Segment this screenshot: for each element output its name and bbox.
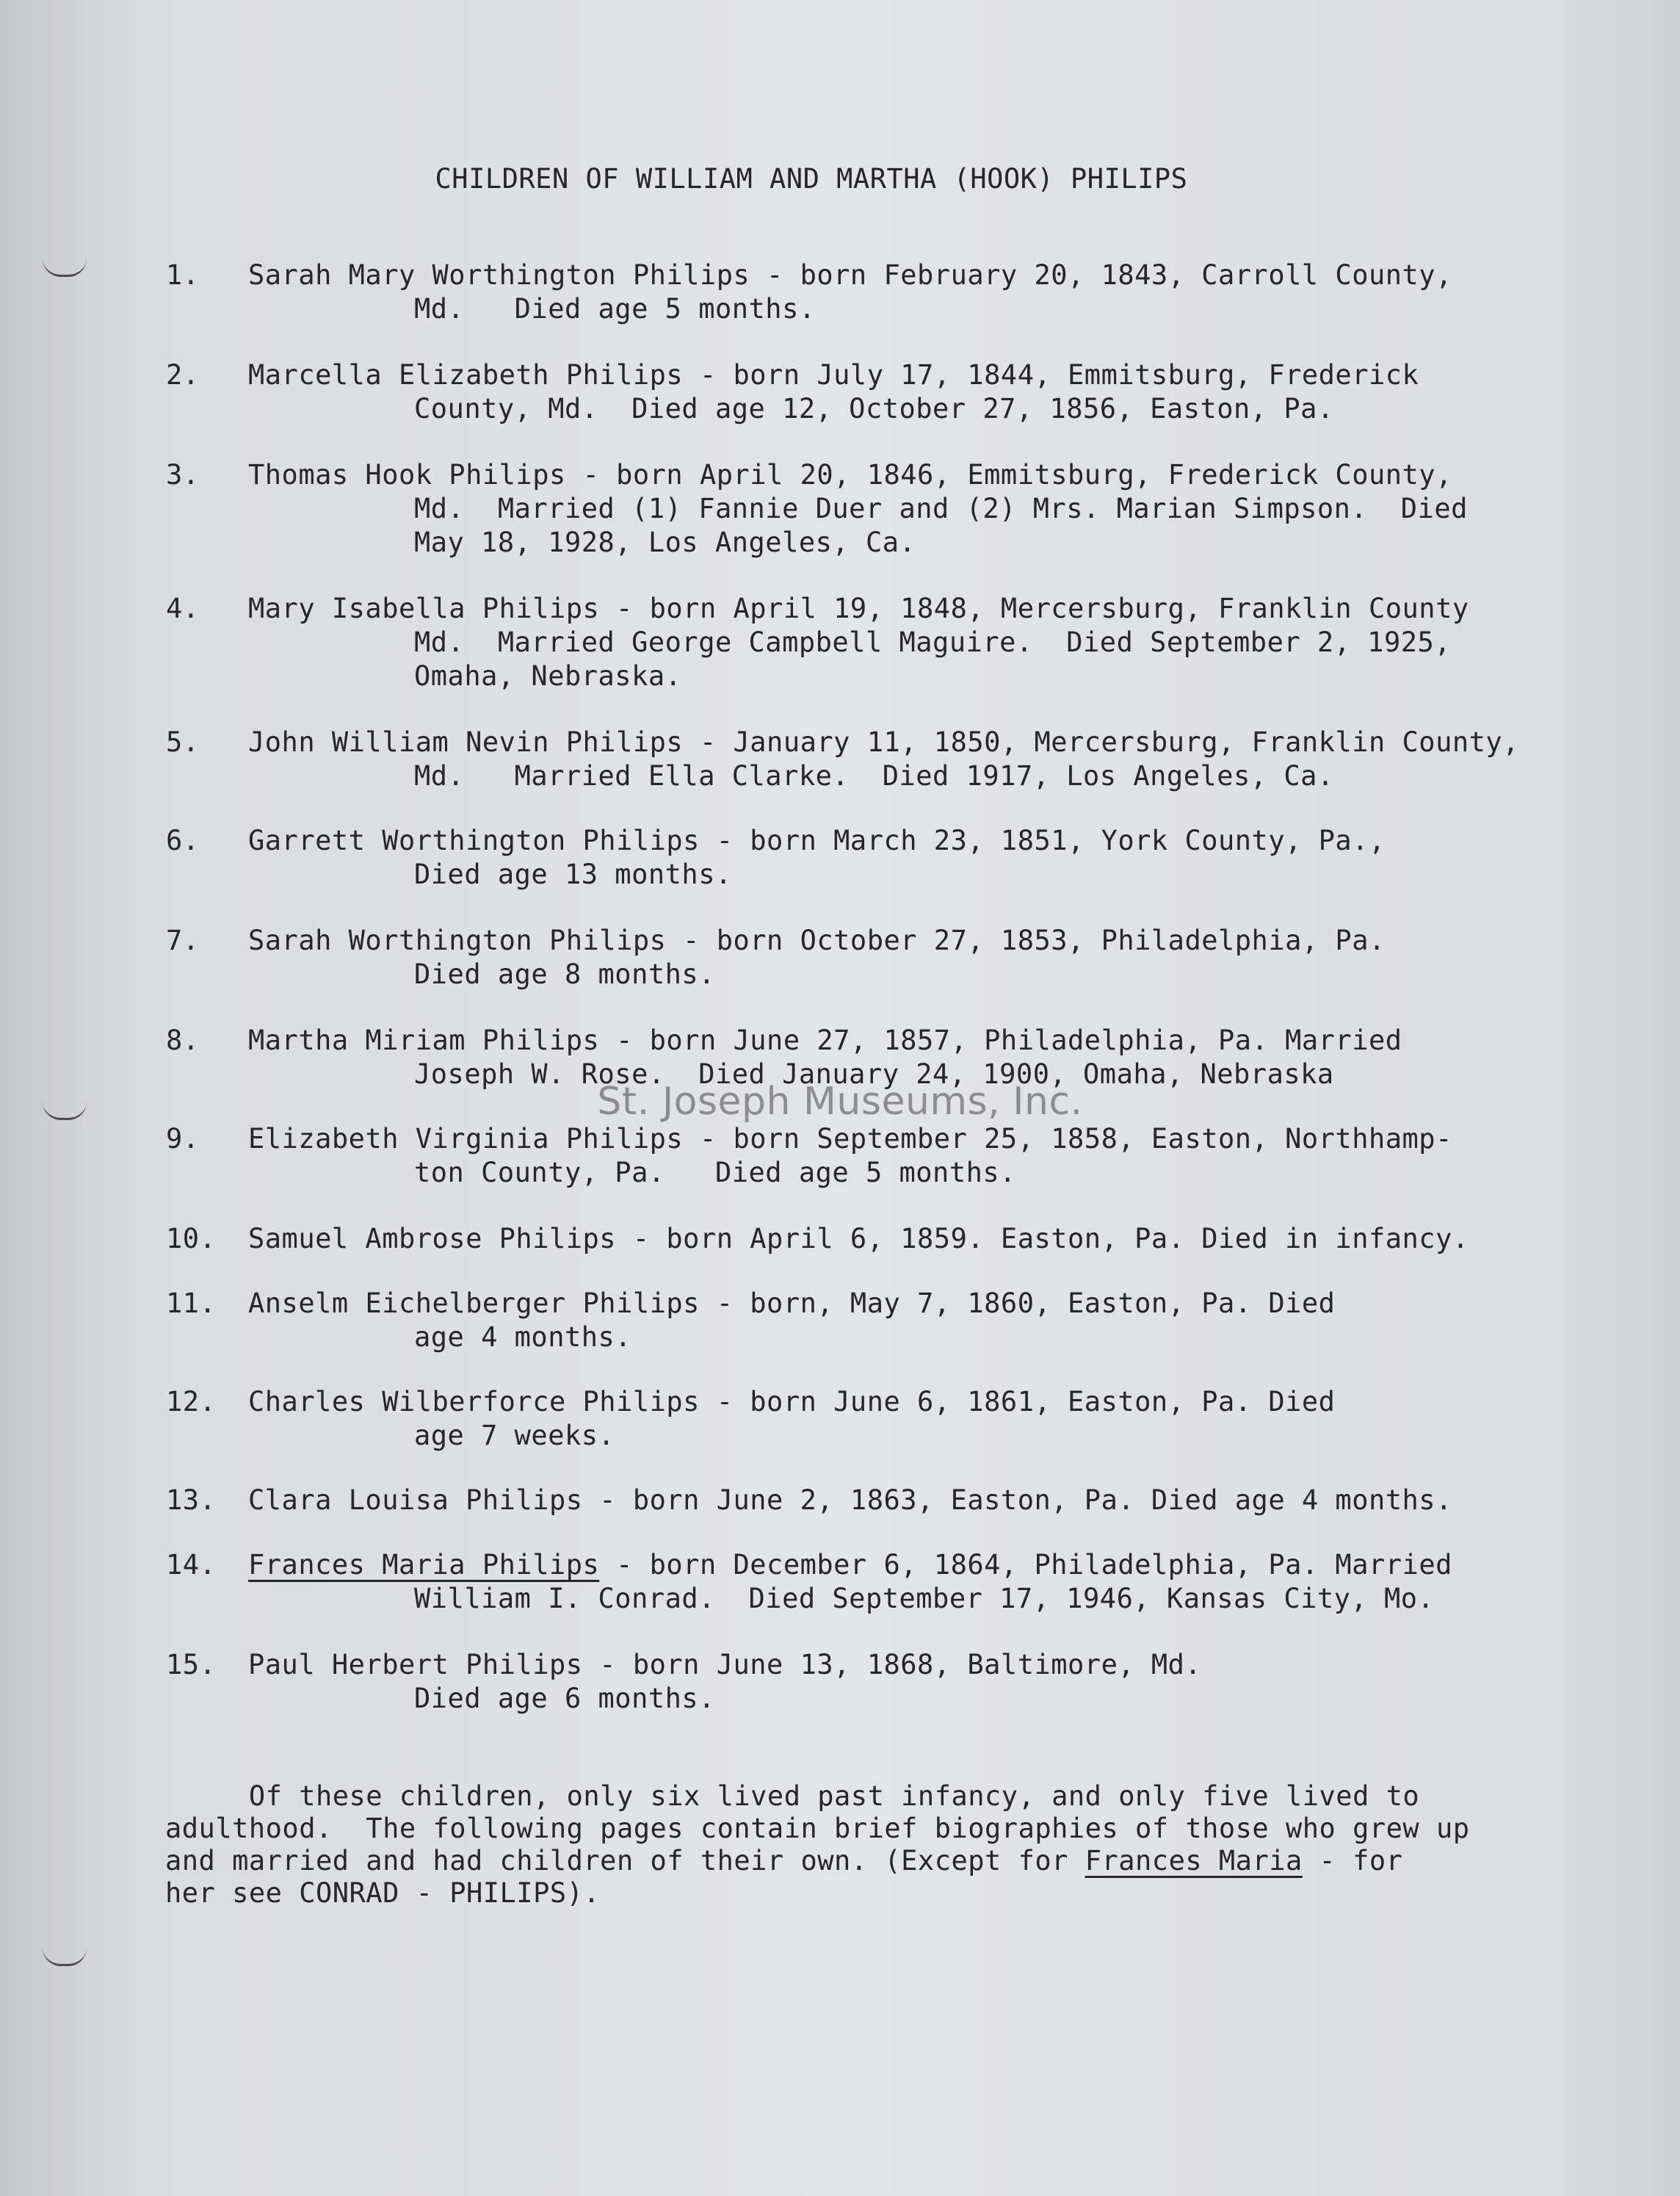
entry-text: Garrett Worthington Philips - born March 23, 1851, York County, Pa.,: [248, 825, 1386, 856]
entry-continuation: age 4 months.: [414, 1321, 632, 1353]
entry-continuation: Md. Married (1) Fannie Duer and (2) Mrs. Marian Simpson. Died May 18, 1928, Los Angeles, Ca.: [414, 493, 1468, 558]
entry-continuation: Died age 13 months.: [414, 859, 732, 890]
entry-number: 11.: [166, 1287, 217, 1319]
entry-text: Anselm Eichelberger Philips - born, May 7, 1860, Easton, Pa. Died: [248, 1287, 1336, 1319]
watermark: St. Joseph Museums, Inc.: [597, 1080, 1083, 1124]
entry-number: 12.: [166, 1386, 217, 1417]
closing-text-part1: Of these children, only six lived past infancy, and only five lived to adulthood. The following pages contain brief biographies of those who grew up and married and had children of their own. (Except for: [165, 1780, 1470, 1877]
entry-text: Thomas Hook Philips - born April 20, 1846, Emmitsburg, Frederick County,: [248, 459, 1452, 491]
entry-number: 2.: [166, 359, 200, 391]
entry-number: 14.: [166, 1549, 217, 1581]
punch-hole-mark: [43, 1948, 87, 1966]
entry-continuation: age 7 weeks.: [414, 1420, 615, 1451]
entry-text: Samuel Ambrose Philips - born April 6, 1859. Easton, Pa. Died in infancy.: [248, 1223, 1469, 1254]
entry-number: 15.: [166, 1649, 217, 1680]
entry-continuation: ton County, Pa. Died age 5 months.: [414, 1157, 1016, 1188]
entry-text: Mary Isabella Philips - born April 19, 1848, Mercersburg, Franklin County: [248, 593, 1469, 624]
closing-text-part2: - for her see CONRAD - PHILIPS).: [165, 1845, 1403, 1909]
underlined-name: Frances Maria Philips: [248, 1549, 600, 1581]
entry-continuation: Died age 6 months.: [414, 1683, 715, 1714]
entry-number: 4.: [166, 593, 200, 624]
entry-text: Martha Miriam Philips - born June 27, 1857, Philadelphia, Pa. Married: [248, 1025, 1402, 1056]
entry-continuation: Md. Died age 5 months.: [414, 293, 816, 325]
closing-underlined-name: Frances Maria: [1085, 1845, 1303, 1877]
entry-text: Paul Herbert Philips - born June 13, 1868, Baltimore, Md.: [248, 1649, 1202, 1680]
entry-text: John William Nevin Philips - January 11, 1850, Mercersburg, Franklin County,: [248, 726, 1519, 758]
document-title: CHILDREN OF WILLIAM AND MARTHA (HOOK) PHILIPS: [435, 163, 1188, 195]
entry-continuation: Joseph W. Rose. Died January 24, 1900, Omaha, Nebraska: [414, 1058, 1334, 1090]
punch-hole-mark: [43, 259, 87, 277]
entry-number: 7.: [166, 925, 200, 956]
entry-text: Charles Wilberforce Philips - born June 6, 1861, Easton, Pa. Died: [248, 1386, 1336, 1417]
entry-number: 6.: [166, 825, 200, 856]
entry-continuation: County, Md. Died age 12, October 27, 1856, Easton, Pa.: [414, 393, 1334, 425]
entry-continuation: Md. Married Ella Clarke. Died 1917, Los Angeles, Ca.: [414, 760, 1334, 792]
entry-number: 10.: [166, 1223, 217, 1254]
entry-text: Marcella Elizabeth Philips - born July 17, 1844, Emmitsburg, Frederick: [248, 359, 1419, 391]
entry-text: Elizabeth Virginia Philips - born September 25, 1858, Easton, Northhamp-: [248, 1123, 1452, 1155]
entry-number: 1.: [166, 259, 200, 291]
entry-continuation: Md. Married George Campbell Maguire. Died September 2, 1925, Omaha, Nebraska.: [414, 626, 1452, 692]
entry-text: Clara Louisa Philips - born June 2, 1863, Easton, Pa. Died age 4 months.: [248, 1484, 1452, 1516]
entry-number: 5.: [166, 726, 200, 758]
entry-number: 13.: [166, 1484, 217, 1516]
entry-text-rest: - born December 6, 1864, Philadelphia, Pa. Married: [599, 1549, 1452, 1581]
entry-text: [248, 1548, 1452, 1582]
entry-number: 3.: [166, 459, 200, 491]
closing-paragraph: [165, 1780, 1470, 1910]
entry-text: Sarah Mary Worthington Philips - born February 20, 1843, Carroll County,: [248, 259, 1452, 291]
entry-number: 8.: [166, 1025, 200, 1056]
entry-continuation: Died age 8 months.: [414, 958, 715, 990]
entry-number: 9.: [166, 1123, 200, 1155]
entry-text: Sarah Worthington Philips - born October 27, 1853, Philadelphia, Pa.: [248, 925, 1386, 956]
entry-continuation: William I. Conrad. Died September 17, 1946, Kansas City, Mo.: [414, 1583, 1435, 1614]
